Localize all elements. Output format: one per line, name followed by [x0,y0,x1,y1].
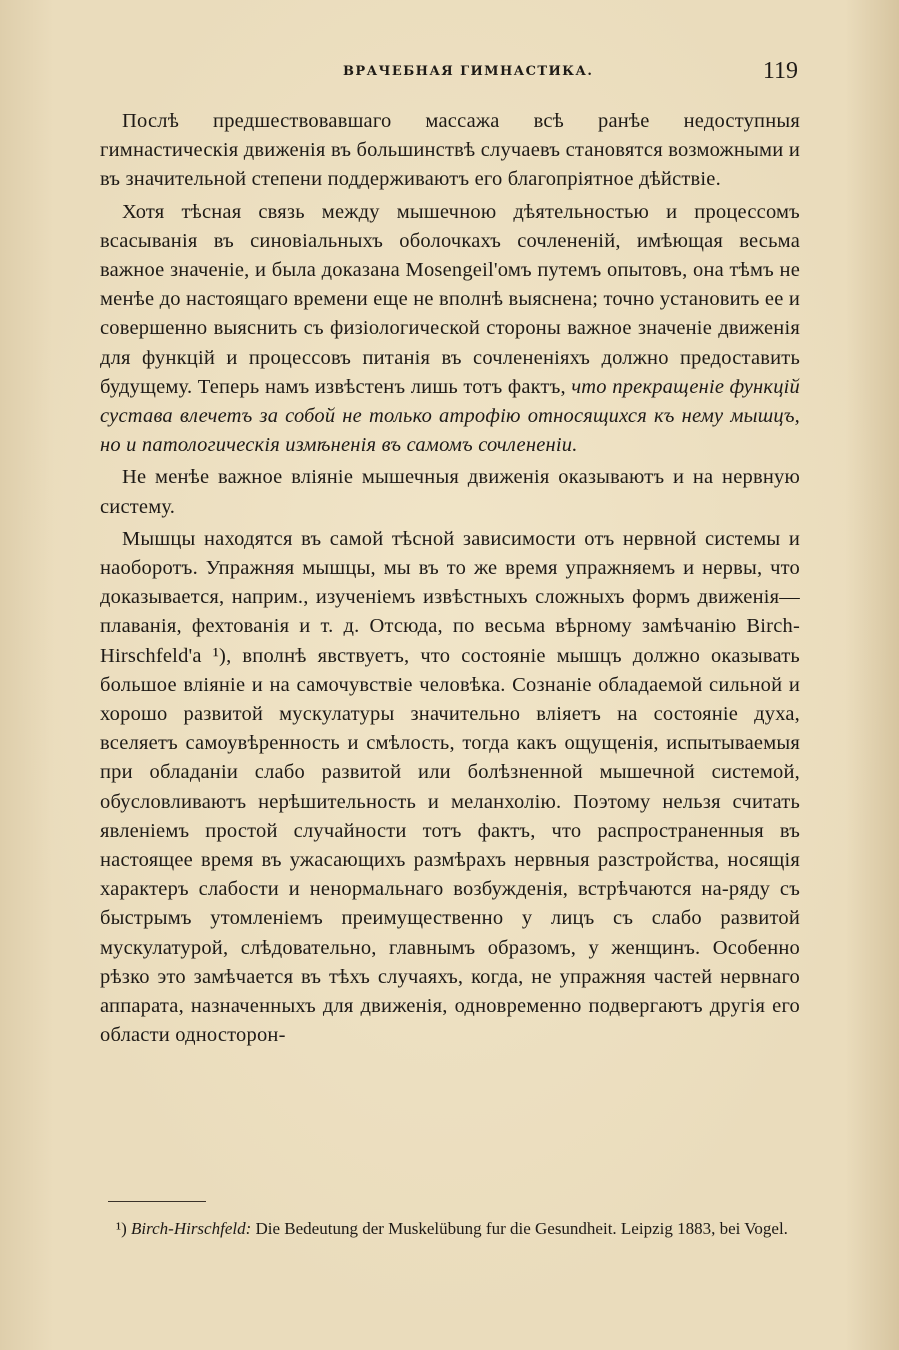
paragraph-joints-emphasis: что прекращеніе функцій сустава влечетъ за собой не только атрофію относящихся къ нему мышцъ, но и патологическія измѣненія въ самомъ сочлененіи. [100,375,800,457]
paragraph-joints [100,198,800,461]
running-head [100,58,800,86]
running-title: ВРАЧЕБНАЯ ГИМНАСТИКА. [343,64,594,79]
footnote-text: Die Bedeutung der Muskelübung fur die Gesundheit. Leipzig 1883, bei Vogel. [255,1219,788,1238]
paragraph-muscles-nerves: Мышцы находятся въ самой тѣсной зависимости отъ нервной системы и наоборотъ. Упражняя мышцы, мы въ то же время упражняемъ и нервы, что доказывается, наприм., изученіемъ извѣстныхъ сложныхъ формъ движенія—плаванія, фехтованія и т. д. Отсюда, по весьма вѣрному замѣчанію Birch-Hirschfeld'a ¹), вполнѣ явствуетъ, что состояніе мышцъ должно оказывать большое вліяніе и на самочувствіе человѣка. Сознаніе обладаемой сильной и хорошо развитой мускулатуры значительно вліяетъ на состояніе духа, вселяетъ самоувѣренность и смѣлость, тогда какъ ощущенія, испытываемыя при обладаніи слабо развитой или болѣзненной мышечной системой, обусловливаютъ нерѣшительность и меланхолію. Поэтому нельзя считать явленіемъ простой случайности тотъ фактъ, что распространенныя въ настоящее время въ ужасающихъ размѣрахъ нервныя разстройства, носящія характеръ слабости и ненормальнаго возбужденія, встрѣчаются на-ряду съ быстрымъ утомленіемъ преимущественно у лицъ съ слабо развитой мускулатурой, слѣдовательно, главнымъ образомъ, у женщинъ. Особенно рѣзко это замѣчается въ тѣхъ случаяхъ, когда, не упражняя частей нервнаго аппарата, назначенныхъ для движенія, одновременно подвергаютъ другія его области односторон- [100,527,800,1047]
page-number: 119 [762,58,798,84]
paragraph-joints-text: Хотя тѣсная связь между мышечною дѣятельностью и процессомъ всасыванія въ синовіальныхъ оболочкахъ сочлененій, имѣющая весьма важное значеніе, и была доказана Mosengeil'омъ путемъ опытовъ, она тѣмъ не менѣе до настоящаго времени еще не вполнѣ выяснена; точно установить ее и совершенно выяснить съ физіологической стороны важное значеніе движенія для функцій и процессовъ питанія въ сочлененіяхъ должно предоставить будущему. Теперь намъ извѣстенъ лишь тотъ фактъ, [100,200,800,398]
footnote-author: Birch-Hirschfeld: [131,1219,252,1238]
paragraph-massage: Послѣ предшествовавшаго массажа всѣ ранѣе недоступныя гимнастическія движенія въ большинствѣ случаевъ становятся возможными и въ значительной степени поддерживаютъ его благопріятное дѣйствіе. [100,110,800,191]
footnote-divider [108,1201,206,1202]
body-text [100,107,800,1051]
footnote-marker: ¹) [116,1219,127,1238]
paragraph-nervous-system: Не менѣе важное вліяніе мышечныя движенія оказываютъ и на нервную систему. [100,466,800,518]
footnote [100,1215,800,1243]
